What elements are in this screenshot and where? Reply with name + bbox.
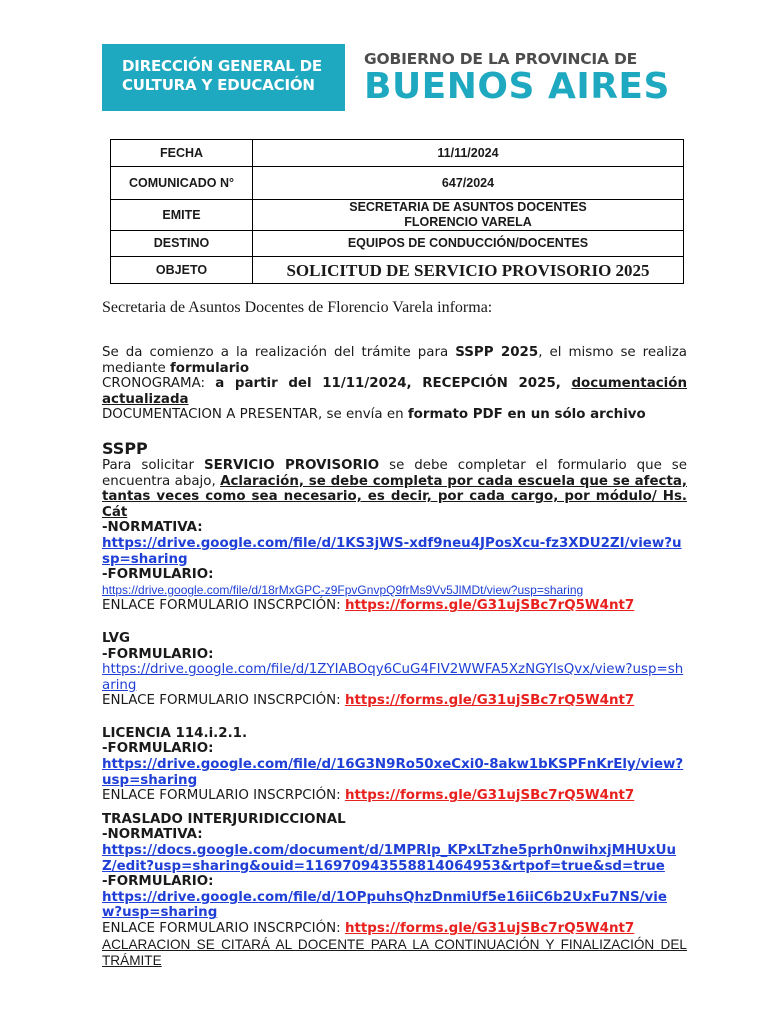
traslado-normativa-row [102, 843, 687, 874]
label-text: -FORMULARIO: [102, 567, 214, 583]
lvg-formulario-row [102, 662, 687, 693]
heading-text: LICENCIA 114.i.2.1. [102, 725, 248, 741]
emite-label: EMITE [111, 200, 253, 231]
sspp-heading: SSPP [102, 438, 148, 458]
table-row [111, 167, 684, 200]
licencia-formulario-link[interactable]: https://drive.google.com/file/d/16G3N9Ro50xeCxi0-8akw1bKSPFnKrEly/view?usp=sharing [102, 757, 684, 788]
intro-paragraph [102, 345, 687, 376]
sspp-2025-text: SSPP 2025 [455, 345, 539, 360]
label-text: -NORMATIVA: [102, 827, 203, 843]
pba-logo [364, 50, 670, 107]
dgce-logo-banner [102, 44, 345, 111]
licencia-formulario-label [102, 741, 687, 757]
enlace-label: ENLACE FORMULARIO INSCRPCIÓN: [102, 598, 345, 614]
sspp-formulario-row [102, 583, 687, 599]
cronograma-date: a partir del 11/11/2024, RECEPCIÓN 2025, [215, 376, 572, 392]
spacer [102, 709, 687, 726]
traslado-formulario-label [102, 874, 687, 890]
heading-text: LVG [102, 630, 131, 646]
enlace-label: ENLACE FORMULARIO INSCRPCIÓN: [102, 788, 345, 804]
traslado-formulario-link[interactable]: https://drive.google.com/file/d/1OPpuhsQhzDnmiUf5e16iiC6b2UxFu7NS/view?usp=sharing [102, 889, 667, 921]
pdf-format-text: formato PDF en un sólo archivo [407, 407, 646, 423]
text-span: , el mismo se realiza mediante [102, 345, 688, 376]
lvg-formulario-label [102, 647, 687, 663]
cronograma-label: CRONOGRAMA: [102, 376, 216, 392]
licencia-formulario-row [102, 757, 687, 788]
label-text: -NORMATIVA: [102, 520, 203, 536]
sspp-enlace-link[interactable]: https://forms.gle/G31ujSBc7rQ5W4nt7 [344, 598, 635, 614]
licencia-enlace-row [102, 788, 687, 804]
sspp-normativa-row [102, 536, 687, 567]
enlace-label: ENLACE FORMULARIO INSCRPCIÓN: [102, 693, 345, 709]
documentacion-actualizada: documentación actualizada [102, 376, 687, 407]
traslado-heading [102, 812, 687, 828]
lvg-enlace-row [102, 693, 687, 709]
sspp-formulario-label [102, 567, 687, 583]
label-text: -FORMULARIO: [102, 741, 214, 757]
traslado-formulario-row [102, 890, 687, 921]
dgce-logo-line-2: CULTURA Y EDUCACIÓN [122, 76, 315, 94]
sspp-enlace-row [102, 598, 687, 614]
comunicado-label: COMUNICADO N° [111, 167, 253, 200]
label-text: -FORMULARIO: [102, 646, 214, 662]
servicio-provisorio-text: SERVICIO PROVISORIO [203, 457, 380, 473]
sspp-normativa-link[interactable]: https://drive.google.com/file/d/1KS3jWS-xdf9neu4JPosXcu-fz3XDU2ZI/view?usp=sharing [102, 535, 682, 567]
cronograma-paragraph [102, 376, 687, 407]
table-row [111, 257, 684, 284]
traslado-enlace-row [102, 921, 687, 937]
text-span: Para solicitar [102, 457, 204, 473]
destino-value: EQUIPOS DE CONDUCCIÓN/DOCENTES [253, 231, 684, 257]
licencia-heading [102, 726, 687, 742]
objeto-label: OBJETO [111, 257, 253, 284]
table-row [111, 140, 684, 167]
formulario-text: formulario [169, 360, 250, 376]
traslado-enlace-link[interactable]: https://forms.gle/G31ujSBc7rQ5W4nt7 [344, 921, 635, 936]
licencia-enlace-link[interactable]: https://forms.gle/G31ujSBc7rQ5W4nt7 [344, 788, 635, 804]
text-span: Se da comienzo a la realización del trámite para [102, 345, 456, 360]
objeto-value: SOLICITUD DE SERVICIO PROVISORIO 2025 [253, 257, 684, 284]
traslado-normativa-label [102, 827, 687, 843]
aclaracion-text: Aclaración, se debe completa por cada escuela que se afecta, tantas veces como sea necesario, es decir, por cada cargo, por módulo/ Hs. Cát [102, 473, 687, 520]
fecha-label: FECHA [111, 140, 253, 167]
emite-value-line-2: FLORENCIO VARELA [404, 215, 532, 229]
destino-label: DESTINO [111, 231, 253, 257]
table-row [111, 200, 684, 231]
fecha-value: 11/11/2024 [253, 140, 684, 167]
emite-value [253, 200, 684, 231]
communique-info-table [110, 139, 684, 284]
sspp-formulario-link[interactable]: https://drive.google.com/file/d/18rMxGPC-z9FpvGnvpQ9frMs9Vv5JlMDt/view?usp=sharing [102, 582, 584, 597]
spacer [102, 804, 687, 812]
enlace-label: ENLACE FORMULARIO INSCRPCIÓN: [102, 921, 345, 936]
label-text: -FORMULARIO: [102, 874, 214, 890]
dgce-logo-line-1: DIRECCIÓN GENERAL DE [122, 57, 322, 75]
documentacion-paragraph [102, 407, 687, 423]
document-body [102, 345, 687, 969]
sspp-normativa-label [102, 520, 687, 536]
pba-logo-title: BUENOS AIRES [364, 66, 670, 107]
lvg-formulario-link[interactable]: https://drive.google.com/file/d/1ZYIABOqy6CuG4FIV2WWFA5XzNGYlsQvx/view?usp=sharing [102, 662, 684, 693]
heading-text: TRASLADO INTERJURIDICCIONAL [102, 811, 346, 827]
traslado-normativa-link[interactable]: https://docs.google.com/document/d/1MPRlp_KPxLTzhe5prh0nwihxjMHUxUuZ/edit?usp=sharing&ouid=116970943558814064953&rtpof=true&sd=true [102, 843, 677, 874]
text-span: se debe completar el formulario que se encuentra abajo, [102, 457, 687, 489]
pba-logo-top-text: GOBIERNO DE LA PROVINCIA DE [364, 50, 638, 68]
lvg-enlace-link[interactable]: https://forms.gle/G31ujSBc7rQ5W4nt7 [344, 693, 635, 709]
spacer [102, 614, 687, 631]
footer-note: ACLARACION SE CITARÁ AL DOCENTE PARA LA CONTINUACIÓN Y FINALIZACIÓN DEL TRÁMITE [102, 936, 687, 968]
table-row [111, 231, 684, 257]
spacer [102, 423, 687, 439]
intro-heading: Secretaria de Asuntos Docentes de Florencio Varela informa: [102, 299, 493, 316]
comunicado-value: 647/2024 [253, 167, 684, 200]
lvg-heading [102, 631, 687, 647]
sspp-paragraph [102, 458, 687, 520]
emite-value-line-1: SECRETARIA DE ASUNTOS DOCENTES [349, 200, 587, 214]
text-span: DOCUMENTACION A PRESENTAR, se envía en [102, 407, 408, 423]
